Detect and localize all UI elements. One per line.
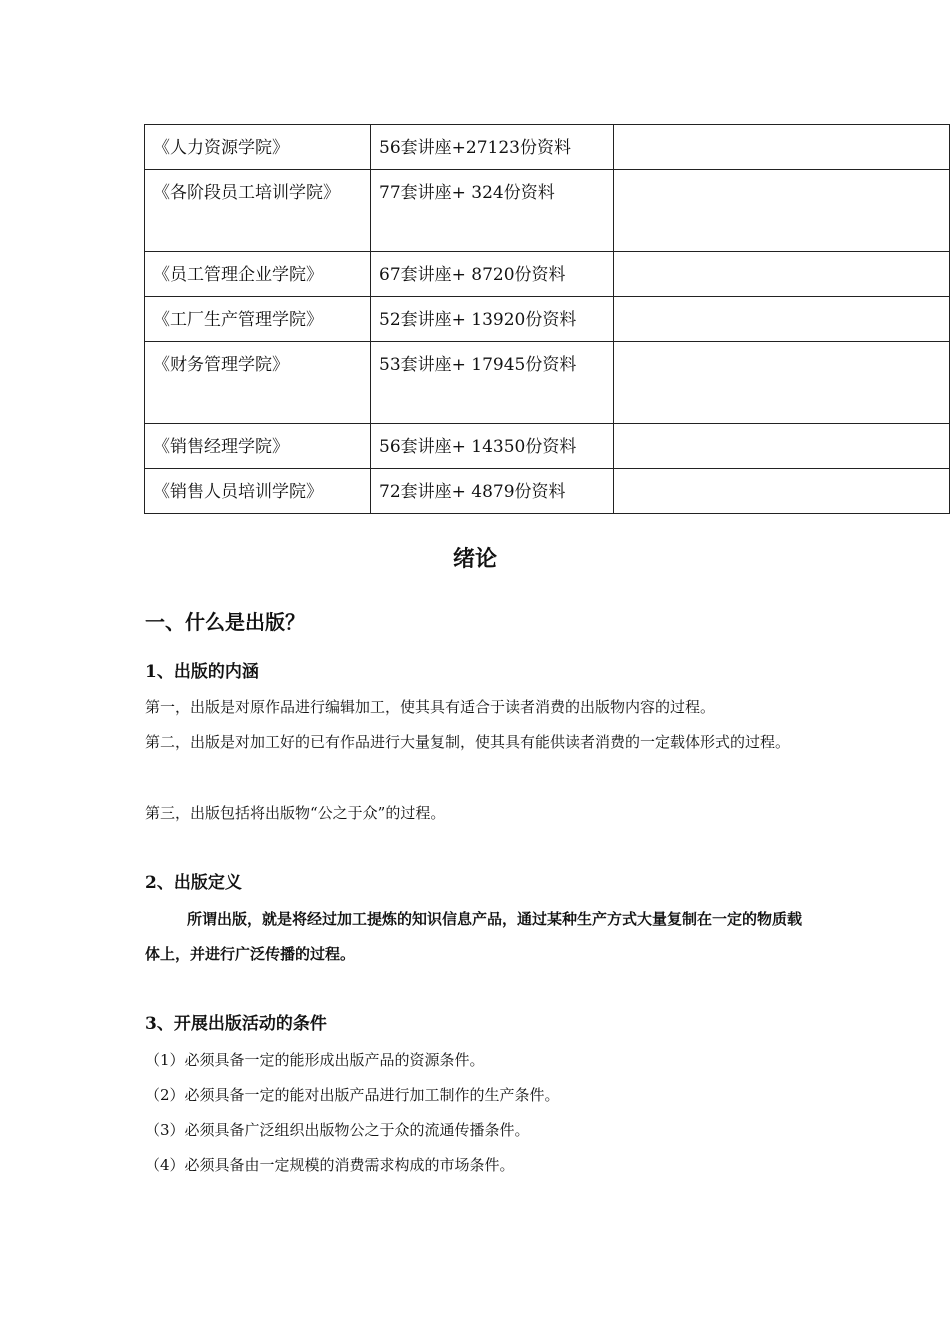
- list-item: （1）必须具备一定的能形成出版产品的资源条件。: [145, 1051, 485, 1069]
- academy-content-cell: 67套讲座+ 8720份资料: [371, 252, 614, 297]
- table-row: [145, 342, 950, 424]
- academy-content-cell: 53套讲座+ 17945份资料: [371, 342, 614, 424]
- paragraph-second: 第二，出版是对加工好的已有作品进行大量复制，使其具有能供读者消费的一定载体形式的过程。: [145, 733, 791, 751]
- conditions-list: [145, 1043, 825, 1183]
- list-item: （3）必须具备广泛组织出版物公之于众的流通传播条件。: [145, 1121, 530, 1139]
- table-row: [145, 424, 950, 469]
- definition-paragraph: 所谓出版，就是将经过加工提炼的知识信息产品，通过某种生产方式大量复制在一定的物质载体上，并进行广泛传播的过程。: [145, 910, 803, 963]
- academy-name-cell: 《销售经理学院》: [145, 424, 371, 469]
- academy-content-cell: 52套讲座+ 13920份资料: [371, 297, 614, 342]
- academy-note-cell: [614, 125, 950, 170]
- academy-content-cell: 77套讲座+ 324份资料: [371, 170, 614, 252]
- academy-name-cell: 《销售人员培训学院》: [145, 469, 371, 514]
- academy-note-cell: [614, 170, 950, 252]
- paragraph-third: 第三，出版包括将出版物“公之于众”的过程。: [145, 804, 446, 822]
- section-heading: 一、什么是出版？: [145, 610, 305, 634]
- table-row: [145, 170, 950, 252]
- academy-note-cell: [614, 297, 950, 342]
- academy-note-cell: [614, 424, 950, 469]
- academy-content-cell: 72套讲座+ 4879份资料: [371, 469, 614, 514]
- academy-content-cell: 56套讲座+27123份资料: [371, 125, 614, 170]
- academy-name-cell: 《财务管理学院》: [145, 342, 371, 424]
- table-row: [145, 469, 950, 514]
- catalog-table: [144, 124, 950, 514]
- academy-name-cell: 《人力资源学院》: [145, 125, 371, 170]
- academy-note-cell: [614, 469, 950, 514]
- list-item: （2）必须具备一定的能对出版产品进行加工制作的生产条件。: [145, 1086, 560, 1104]
- paragraph-first: 第一，出版是对原作品进行编辑加工，使其具有适合于读者消费的出版物内容的过程。: [145, 698, 716, 716]
- academy-name-cell: 《员工管理企业学院》: [145, 252, 371, 297]
- academy-name-cell: 《工厂生产管理学院》: [145, 297, 371, 342]
- table-row: [145, 125, 950, 170]
- table-row: [145, 252, 950, 297]
- subsection-heading-definition: 2、出版定义: [145, 873, 242, 893]
- document-title: 绪论: [452, 546, 497, 572]
- subsection-heading-conditions: 3、开展出版活动的条件: [145, 1014, 327, 1034]
- academy-name-cell: 《各阶段员工培训学院》: [145, 170, 371, 252]
- academy-content-cell: 56套讲座+ 14350份资料: [371, 424, 614, 469]
- academy-note-cell: [614, 342, 950, 424]
- subsection-heading-connotation: 1、出版的内涵: [145, 662, 259, 682]
- table-row: [145, 297, 950, 342]
- academy-note-cell: [614, 252, 950, 297]
- list-item: （4）必须具备由一定规模的消费需求构成的市场条件。: [145, 1156, 515, 1174]
